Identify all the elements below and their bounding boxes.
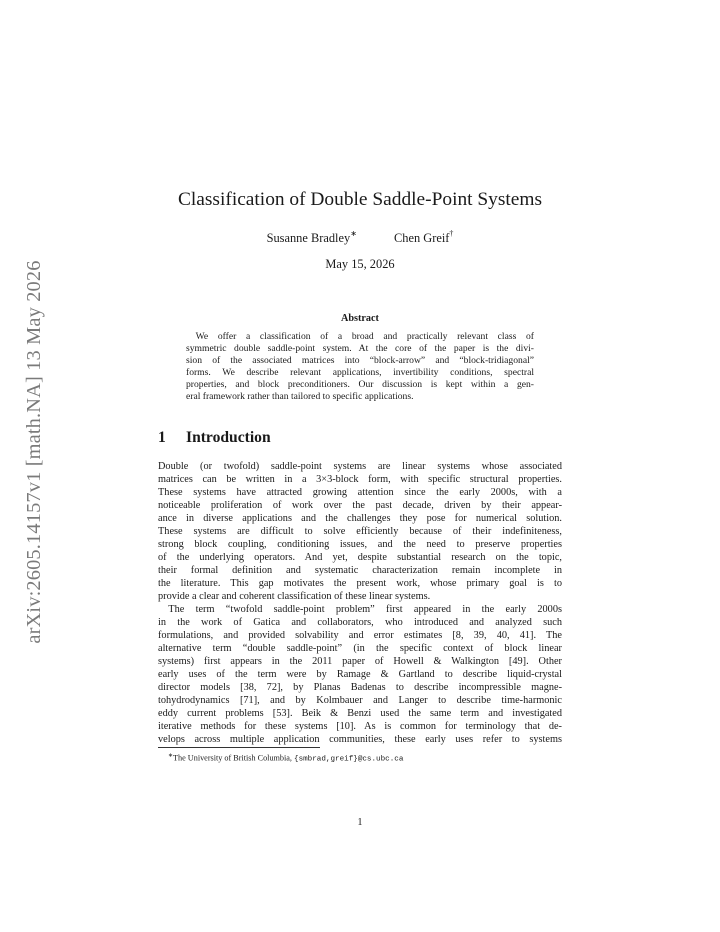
body-line: The term “twofold saddle-point problem” first appeared in the early 2000s xyxy=(158,604,562,615)
body-line: Double (or twofold) saddle-point systems are linear systems whose associated xyxy=(158,461,562,472)
author-2-mark: † xyxy=(449,229,454,238)
page-number: 1 xyxy=(357,817,363,828)
body-line: strong block coupling, conditioning issues, and the need to preserve properties xyxy=(158,539,562,550)
abstract-heading: Abstract xyxy=(341,313,379,324)
footnote-text: The University of British Columbia, xyxy=(173,753,295,763)
body-line: velops across multiple application communities, these early uses refer to systems xyxy=(158,734,562,745)
arxiv-stamp xyxy=(14,240,54,664)
body-line: provide a clear and coherent classification of these linear systems. xyxy=(158,591,431,602)
author-1-mark: ∗ xyxy=(350,229,357,238)
body-line: systems) first appears in the 2011 paper of Howell & Walkington [49]. Other xyxy=(158,656,562,667)
abstract-line: properties, and block preconditioners. Our discussion is kept within a gen- xyxy=(186,379,534,390)
section-title: Introduction xyxy=(186,429,271,446)
body-line: the literature. This gap motivates the present work, whose primary goal is to xyxy=(158,578,562,589)
body-line: eddy current problems [53]. Beik & Benzi used the same term and investigated xyxy=(158,708,562,719)
section-number: 1 xyxy=(158,429,166,446)
body-line: of the underlying operators. And yet, despite substantial research on the topic, xyxy=(158,552,562,563)
body-line: noticeable proliferation of work over the past decade, driven by their appear- xyxy=(158,500,562,511)
body-line: ance in diverse applications and the challenges they pose for numerical solution. xyxy=(158,513,562,524)
body-line: formulations, and provided solvability and error estimates [8, 39, 40, 41]. The xyxy=(158,630,562,641)
footnote-mark: ∗ xyxy=(168,753,174,759)
abstract-line: sion of the associated matrices into “block-arrow” and “block-tridiagonal” xyxy=(186,355,534,366)
body-line: in the work of Gatica and collaborators, who introduced and analyzed such xyxy=(158,617,562,628)
body-line: early uses of the term were by Ramage & Gartland to describe liquid-crystal xyxy=(158,669,562,680)
abstract-line: forms. We describe relevant applications, invertibility conditions, spectral xyxy=(186,367,534,378)
body-line: These systems are difficult to solve efficiently because of their indefiniteness, xyxy=(158,526,562,537)
section-heading xyxy=(158,429,271,447)
abstract-line: eral framework rather than tailored to specific applications. xyxy=(186,391,414,402)
body-line: iterative methods for these systems [10]. As is common for terminology that de- xyxy=(158,721,562,732)
author-1-name: Susanne Bradley xyxy=(266,231,351,246)
author-2-name: Chen Greif xyxy=(394,231,450,246)
author-list xyxy=(0,230,720,246)
body-line: alternative term “double saddle-point” (in the specific context of block linear xyxy=(158,643,562,654)
arxiv-stamp-text: arXiv:2605.14157v1 [math.NA] 13 May 2026 xyxy=(23,260,45,644)
paper-title: Classification of Double Saddle-Point Systems xyxy=(177,189,543,210)
footnote xyxy=(168,750,403,766)
paper-date: May 15, 2026 xyxy=(325,257,395,271)
body-line: their formal definition and systematic characterization remain incomplete in xyxy=(158,565,562,576)
body-line: matrices can be written in a 3×3-block form, with specific structural properties. xyxy=(158,474,562,485)
abstract-line: symmetric double saddle-point system. At the core of the paper is the divi- xyxy=(186,343,534,354)
body-line: tohydrodynamics [71], and by Kolmbauer and Langer to describe time-harmonic xyxy=(158,695,562,706)
body-line: These systems have attracted growing attention since the early 2000s, with a xyxy=(158,487,562,498)
abstract-line: We offer a classification of a broad and practically relevant class of xyxy=(186,331,534,342)
footnote-emails: {smbrad,greif}@cs.ubc.ca xyxy=(294,755,404,764)
author-2 xyxy=(394,230,453,246)
footnote-rule xyxy=(158,747,320,748)
author-1 xyxy=(267,230,357,246)
body-line: director models [38, 72], by Planas Badenas to describe incompressible magne- xyxy=(158,682,562,693)
